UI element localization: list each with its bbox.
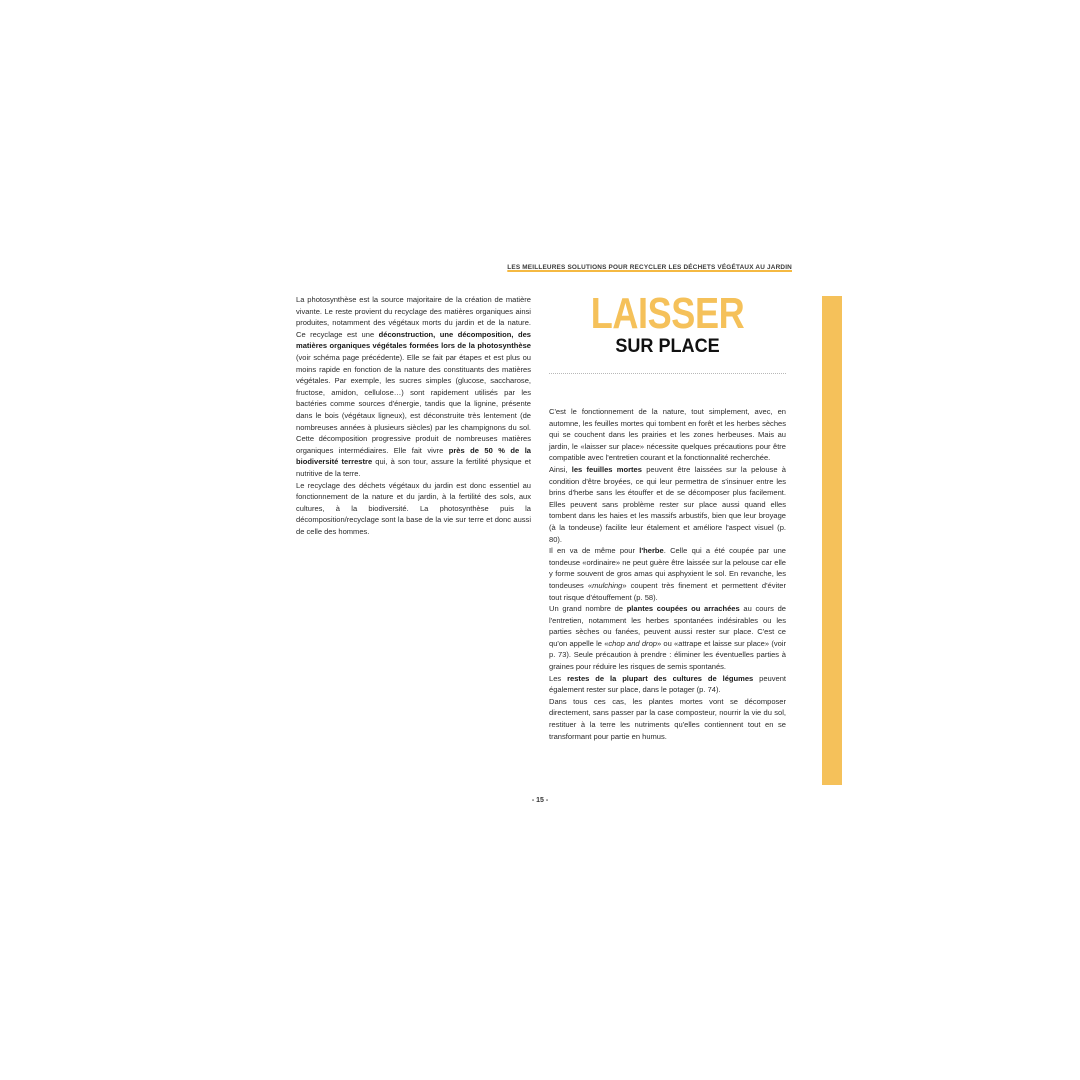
left-paragraph-2: Le recyclage des déchets végétaux du jardin est donc essentiel au fonctionnement de la nature et du jardin, à la fertilité des sols, aux cultures, à la biodiversité. La photosynthèse puis la décomposition/recyclage sont la base de la vie sur terre et donc aussi de celle des hommes. <box>296 480 531 536</box>
right-paragraph-2: Ainsi, les feuilles mortes peuvent être laissées sur la pelouse à condition d'être broyées, ce qui leur permettra de s'insinuer entre les brins d'herbe sans les étouffer et de se décomposer plus facilement. Elles peuvent sans problème rester sur place aussi quand elles tombent dans les haies et les massifs arbustifs, bien que leur broyage (à la tondeuse) facilite leur étalement et améliore l'aspect visuel (p. 80). <box>549 464 786 544</box>
left-paragraph-1: La photosynthèse est la source majoritaire de la création de matière vivante. Le reste provient du recyclage des matières organiques ainsi produites, notamment des végétaux morts du jardin et de la nature. Ce recyclage est une déconstruction, une décomposition, des matières organiques végétales formées lors de la photosynthèse (voir schéma page précédente). Elle se fait par étapes et est plus ou moins rapide en fonction de la nature des constituants des matières végétales. Par exemple, les sucres simples (glucose, saccharose, fructose, amidon, cellulose…) sont rapidement utilisés par les bactéries comme sources d'énergie, tandis que la lignine, présente dans le bois (végétaux ligneux), est déconstruite très lentement (de nombreuses années à plusieurs siècles) par les champignons du sol. Cette décomposition progressive produit de nombreuses matières organiques intermédiaires. Elle fait vivre près de 50 % de la biodiversité terrestre qui, à son tour, assure la fertilité physique et nutritive de la terre. <box>296 295 531 478</box>
right-paragraph-4: Un grand nombre de plantes coupées ou arrachées au cours de l'entretien, notamment les herbes spontanées indésirables ou les parties sèches ou fanées, peuvent aussi rester sur place. C'est ce qu'on appelle le «chop and drop» ou «attrape et laisse sur place» (voir p. 73). Seule précaution à prendre : éliminer les éventuelles parties à graines pour réduire les risques de semis spontanés. <box>549 604 786 672</box>
emphasis: déconstruction, une décomposition, des matières organiques végétales formées lors de la photosynthèse <box>296 329 531 351</box>
emphasis: près de 50 % de la biodiversité terrestre <box>296 445 531 467</box>
section-title <box>549 289 786 357</box>
italic-term: chop and drop <box>608 638 657 648</box>
right-paragraph-1: C'est le fonctionnement de la nature, tout simplement, avec, en automne, les feuilles mortes qui tombent en forêt et les herbes sèches qui se couchent dans les prairies et les zones herbeuses. Mais au jardin, le «laisser sur place» nécessite quelques précautions pour être compatible avec l'entretien courant et la fonctionnalité recherchée. <box>549 407 786 463</box>
accent-side-bar <box>822 296 842 785</box>
right-paragraph-3: Il en va de même pour l'herbe. Celle qui a été coupée par une tondeuse «ordinaire» ne peut guère être laissée sur la pelouse car elle y forme souvent de gros amas qui asphyxient le sol. En revanche, les tondeuses «mulching» coupent très finement et permettent d'éviter tout risque d'étouffement (p. 58). <box>549 546 787 602</box>
right-paragraph-5: Les restes de la plupart des cultures de légumes peuvent également rester sur place, dans le potager (p. 74). <box>549 673 787 695</box>
page-number: - 15 - <box>531 797 549 804</box>
section-title-sub: SUR PLACE <box>615 336 720 357</box>
dotted-divider <box>549 373 786 374</box>
right-column <box>549 406 786 742</box>
emphasis: l'herbe <box>639 546 664 556</box>
running-header: LES MEILLEURES SOLUTIONS POUR RECYCLER LES DÉCHETS VÉGÉTAUX AU JARDIN <box>507 264 792 271</box>
emphasis: restes de la plupart des cultures de légumes <box>567 673 754 683</box>
left-column <box>296 294 531 537</box>
italic-term: mulching <box>592 580 623 590</box>
emphasis: les feuilles mortes <box>571 464 642 474</box>
section-title-main: LAISSER <box>590 289 745 338</box>
right-paragraph-6: Dans tous ces cas, les plantes mortes vont se décomposer directement, sans passer par la case composteur, nourrir la vie du sol, restituer à la terre les nutriments qu'elles contiennent tout en se transformant pour partie en humus. <box>549 696 786 741</box>
emphasis: plantes coupées ou arrachées <box>626 604 740 614</box>
